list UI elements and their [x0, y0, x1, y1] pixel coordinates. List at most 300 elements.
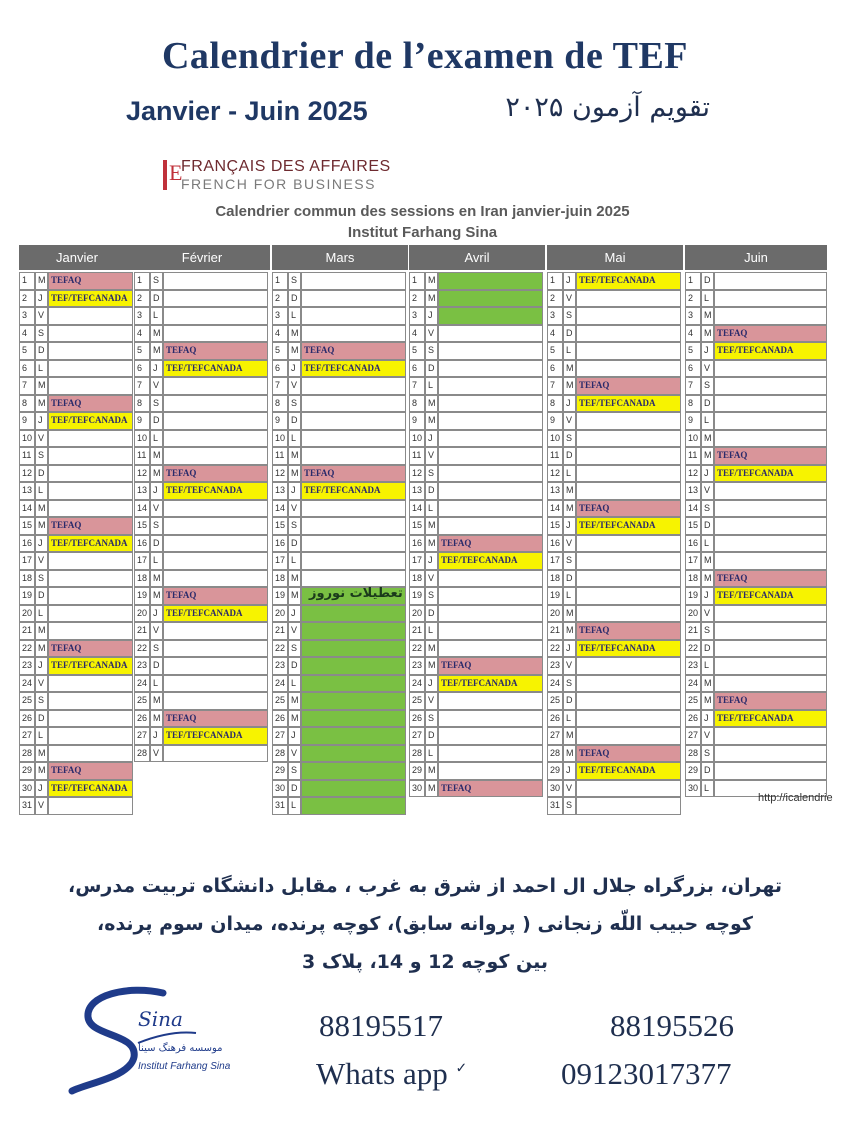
- weekday-letter: V: [35, 307, 48, 325]
- day-number: 30: [272, 780, 288, 798]
- weekday-letter: D: [701, 272, 714, 290]
- day-number: 15: [134, 517, 150, 535]
- day-number: 22: [19, 640, 35, 658]
- session-cell: TEFAQ: [163, 587, 268, 605]
- day-number: 5: [547, 342, 563, 360]
- day-number: 2: [685, 290, 701, 308]
- weekday-letter: L: [288, 675, 301, 693]
- day-number: 5: [272, 342, 288, 360]
- day-number: 14: [272, 500, 288, 518]
- day-number: 7: [19, 377, 35, 395]
- session-cell: TEF/TEFCANADA: [48, 412, 133, 430]
- session-cell: TEFAQ: [438, 535, 543, 553]
- weekday-letter: M: [288, 587, 301, 605]
- session-cell: TEF/TEFCANADA: [714, 710, 827, 728]
- session-cell: [48, 710, 133, 728]
- day-number: 27: [685, 727, 701, 745]
- weekday-letter: S: [35, 325, 48, 343]
- day-number: 5: [19, 342, 35, 360]
- weekday-letter: S: [701, 622, 714, 640]
- day-number: 23: [547, 657, 563, 675]
- day-number: 7: [685, 377, 701, 395]
- session-cell: [163, 570, 268, 588]
- day-number: 21: [685, 622, 701, 640]
- weekday-letter: M: [150, 447, 163, 465]
- weekday-letter: M: [563, 745, 576, 763]
- session-cell: TEF/TEFCANADA: [576, 640, 681, 658]
- session-cell: TEFAQ: [48, 762, 133, 780]
- day-number: 30: [685, 780, 701, 798]
- phone-number-2[interactable]: 88195526: [610, 1008, 734, 1043]
- day-number: 20: [547, 605, 563, 623]
- session-cell: TEFAQ: [576, 500, 681, 518]
- session-cell: [576, 710, 681, 728]
- day-number: 21: [19, 622, 35, 640]
- day-number: 12: [19, 465, 35, 483]
- session-cell: [576, 605, 681, 623]
- session-cell: [438, 727, 543, 745]
- weekday-letter: D: [150, 535, 163, 553]
- session-cell: [438, 762, 543, 780]
- weekday-letter: M: [701, 325, 714, 343]
- session-cell: [714, 552, 827, 570]
- weekday-letter: D: [288, 535, 301, 553]
- weekday-letter: L: [563, 587, 576, 605]
- day-number: 3: [19, 307, 35, 325]
- session-cell: [301, 745, 406, 763]
- weekday-letter: J: [701, 710, 714, 728]
- day-number: 3: [685, 307, 701, 325]
- weekday-letter: D: [563, 570, 576, 588]
- weekday-letter: S: [701, 500, 714, 518]
- session-cell: [714, 307, 827, 325]
- session-cell: TEF/TEFCANADA: [163, 360, 268, 378]
- weekday-letter: M: [35, 762, 48, 780]
- session-cell: [438, 272, 543, 290]
- weekday-letter: V: [35, 797, 48, 815]
- day-number: 25: [272, 692, 288, 710]
- weekday-letter: M: [563, 727, 576, 745]
- day-number: 25: [19, 692, 35, 710]
- day-number: 20: [685, 605, 701, 623]
- calendar-institute: Institut Farhang Sina: [347, 224, 498, 241]
- day-number: 12: [272, 465, 288, 483]
- session-cell: [163, 307, 268, 325]
- day-number: 8: [272, 395, 288, 413]
- session-cell: [714, 727, 827, 745]
- session-cell: TEFAQ: [576, 377, 681, 395]
- session-cell: [714, 272, 827, 290]
- weekday-letter: S: [563, 675, 576, 693]
- session-cell: [163, 430, 268, 448]
- day-number: 24: [547, 675, 563, 693]
- logo-line2: FRENCH FOR BUSINESS: [181, 176, 376, 192]
- weekday-letter: V: [563, 657, 576, 675]
- day-number: 9: [19, 412, 35, 430]
- day-number: 18: [409, 570, 425, 588]
- weekday-letter: M: [150, 342, 163, 360]
- session-cell: [48, 797, 133, 815]
- weekday-letter: S: [425, 465, 438, 483]
- weekday-letter: L: [425, 377, 438, 395]
- exam-calendar: [19, 245, 827, 820]
- day-number: 30: [409, 780, 425, 798]
- day-number: 9: [409, 412, 425, 430]
- session-cell: [576, 657, 681, 675]
- weekday-letter: M: [150, 570, 163, 588]
- session-cell: [301, 290, 406, 308]
- session-cell: [714, 657, 827, 675]
- session-cell: [301, 500, 406, 518]
- session-cell: [438, 360, 543, 378]
- session-cell: [301, 762, 406, 780]
- day-number: 11: [685, 447, 701, 465]
- session-cell: [576, 447, 681, 465]
- day-number: 19: [134, 587, 150, 605]
- weekday-letter: S: [288, 517, 301, 535]
- weekday-letter: D: [150, 412, 163, 430]
- weekday-letter: D: [425, 727, 438, 745]
- day-number: 1: [409, 272, 425, 290]
- day-number: 3: [409, 307, 425, 325]
- session-cell: [301, 657, 406, 675]
- day-number: 20: [134, 605, 150, 623]
- session-cell: [438, 482, 543, 500]
- day-number: 9: [272, 412, 288, 430]
- session-cell: [163, 290, 268, 308]
- session-cell: [438, 517, 543, 535]
- session-cell: [163, 692, 268, 710]
- day-number: 28: [19, 745, 35, 763]
- session-cell: TEF/TEFCANADA: [576, 395, 681, 413]
- day-number: 17: [685, 552, 701, 570]
- weekday-letter: J: [425, 307, 438, 325]
- session-cell: [48, 377, 133, 395]
- session-cell: [48, 605, 133, 623]
- session-cell: [438, 570, 543, 588]
- day-number: 9: [547, 412, 563, 430]
- weekday-letter: M: [701, 692, 714, 710]
- weekday-letter: J: [35, 535, 48, 553]
- weekday-letter: M: [288, 325, 301, 343]
- weekday-letter: M: [35, 622, 48, 640]
- day-number: 2: [19, 290, 35, 308]
- day-number: 17: [134, 552, 150, 570]
- session-cell: [576, 570, 681, 588]
- session-cell: [438, 430, 543, 448]
- day-number: 2: [134, 290, 150, 308]
- session-cell: [438, 640, 543, 658]
- session-cell: [714, 762, 827, 780]
- weekday-letter: V: [288, 377, 301, 395]
- day-number: 1: [272, 272, 288, 290]
- day-number: 18: [272, 570, 288, 588]
- session-cell: [301, 395, 406, 413]
- session-cell: TEF/TEFCANADA: [48, 657, 133, 675]
- day-number: 17: [19, 552, 35, 570]
- day-number: 23: [134, 657, 150, 675]
- noruz-holiday-label: تعطیلات نوروز: [309, 586, 403, 601]
- session-cell: [163, 517, 268, 535]
- session-cell: [576, 360, 681, 378]
- month-header: Mars: [272, 245, 408, 270]
- session-cell: [301, 535, 406, 553]
- session-cell: TEF/TEFCANADA: [163, 482, 268, 500]
- day-number: 21: [409, 622, 425, 640]
- day-number: 28: [409, 745, 425, 763]
- day-number: 4: [547, 325, 563, 343]
- weekday-letter: L: [35, 605, 48, 623]
- logo-mark: E: [169, 160, 183, 185]
- day-number: 12: [547, 465, 563, 483]
- weekday-letter: M: [150, 587, 163, 605]
- session-cell: [48, 727, 133, 745]
- weekday-letter: D: [288, 657, 301, 675]
- weekday-letter: V: [150, 745, 163, 763]
- session-cell: [48, 360, 133, 378]
- day-number: 22: [134, 640, 150, 658]
- session-cell: TEF/TEFCANADA: [48, 535, 133, 553]
- day-number: 10: [409, 430, 425, 448]
- session-cell: [714, 535, 827, 553]
- weekday-letter: L: [150, 307, 163, 325]
- session-cell: [438, 325, 543, 343]
- weekday-letter: V: [425, 447, 438, 465]
- session-cell: [301, 727, 406, 745]
- weekday-letter: D: [563, 325, 576, 343]
- session-cell: TEFAQ: [576, 745, 681, 763]
- session-cell: [714, 395, 827, 413]
- weekday-letter: S: [563, 797, 576, 815]
- weekday-letter: D: [701, 640, 714, 658]
- sina-logo-en: Institut Farhang Sina: [138, 1061, 231, 1072]
- weekday-letter: J: [150, 727, 163, 745]
- session-cell: TEF/TEFCANADA: [301, 360, 406, 378]
- day-number: 10: [134, 430, 150, 448]
- weekday-letter: M: [563, 605, 576, 623]
- day-number: 13: [547, 482, 563, 500]
- session-cell: [576, 412, 681, 430]
- weekday-letter: D: [288, 780, 301, 798]
- weekday-letter: D: [425, 360, 438, 378]
- session-cell: [48, 692, 133, 710]
- session-cell: [48, 342, 133, 360]
- session-cell: TEFAQ: [714, 325, 827, 343]
- day-number: 13: [19, 482, 35, 500]
- logo-bar: [163, 160, 167, 190]
- day-number: 5: [685, 342, 701, 360]
- session-cell: [48, 482, 133, 500]
- session-cell: [576, 552, 681, 570]
- whatsapp-icon: ✓: [455, 1061, 468, 1077]
- weekday-letter: M: [288, 570, 301, 588]
- weekday-letter: V: [150, 500, 163, 518]
- weekday-letter: J: [701, 465, 714, 483]
- session-cell: [438, 622, 543, 640]
- day-number: 10: [685, 430, 701, 448]
- day-number: 23: [409, 657, 425, 675]
- day-number: 24: [685, 675, 701, 693]
- day-number: 24: [409, 675, 425, 693]
- weekday-letter: J: [288, 360, 301, 378]
- month-header: Février: [134, 245, 270, 270]
- day-number: 14: [547, 500, 563, 518]
- session-cell: TEFAQ: [714, 570, 827, 588]
- weekday-letter: D: [701, 762, 714, 780]
- session-cell: [163, 272, 268, 290]
- day-number: 26: [409, 710, 425, 728]
- session-cell: [576, 675, 681, 693]
- day-number: 10: [272, 430, 288, 448]
- day-number: 7: [547, 377, 563, 395]
- weekday-letter: M: [150, 465, 163, 483]
- weekday-letter: L: [563, 465, 576, 483]
- day-number: 16: [19, 535, 35, 553]
- day-number: 17: [547, 552, 563, 570]
- session-cell: [301, 605, 406, 623]
- session-cell: [48, 622, 133, 640]
- day-number: 30: [547, 780, 563, 798]
- day-number: 6: [409, 360, 425, 378]
- session-cell: [163, 325, 268, 343]
- day-number: 11: [134, 447, 150, 465]
- session-cell: [714, 430, 827, 448]
- session-cell: TEF/TEFCANADA: [576, 762, 681, 780]
- day-number: 26: [685, 710, 701, 728]
- session-cell: TEFAQ: [714, 692, 827, 710]
- mobile-number[interactable]: 09123017377: [561, 1056, 732, 1091]
- phone-number-1[interactable]: 88195517: [319, 1008, 443, 1043]
- day-number: 22: [685, 640, 701, 658]
- weekday-letter: M: [425, 640, 438, 658]
- day-number: 15: [547, 517, 563, 535]
- logo-line1: FRANÇAIS DES AFFAIRES: [181, 158, 391, 175]
- day-number: 10: [547, 430, 563, 448]
- session-cell: TEFAQ: [48, 272, 133, 290]
- weekday-letter: M: [701, 675, 714, 693]
- day-number: 16: [685, 535, 701, 553]
- weekday-letter: D: [35, 587, 48, 605]
- day-number: 1: [19, 272, 35, 290]
- day-number: 14: [409, 500, 425, 518]
- day-number: 3: [547, 307, 563, 325]
- weekday-letter: M: [35, 745, 48, 763]
- day-number: 14: [134, 500, 150, 518]
- month-header: Avril: [409, 245, 545, 270]
- weekday-letter: M: [701, 447, 714, 465]
- day-number: 3: [272, 307, 288, 325]
- day-number: 6: [547, 360, 563, 378]
- day-number: 4: [134, 325, 150, 343]
- weekday-letter: M: [35, 395, 48, 413]
- weekday-letter: L: [35, 360, 48, 378]
- weekday-letter: V: [35, 675, 48, 693]
- weekday-letter: D: [425, 482, 438, 500]
- day-number: 19: [547, 587, 563, 605]
- day-number: 1: [685, 272, 701, 290]
- address-line3: بین کوچه 12 و 14، پلاک 3: [301, 951, 549, 973]
- session-cell: [163, 535, 268, 553]
- weekday-letter: V: [701, 727, 714, 745]
- day-number: 29: [19, 762, 35, 780]
- session-cell: [714, 605, 827, 623]
- session-cell: [576, 587, 681, 605]
- day-number: 18: [19, 570, 35, 588]
- session-cell: [301, 325, 406, 343]
- weekday-letter: D: [35, 710, 48, 728]
- weekday-letter: M: [701, 552, 714, 570]
- day-number: 25: [409, 692, 425, 710]
- session-cell: [438, 745, 543, 763]
- weekday-letter: S: [563, 430, 576, 448]
- weekday-letter: V: [35, 430, 48, 448]
- session-cell: TEF/TEFCANADA: [48, 290, 133, 308]
- francais-des-affaires-logo: [163, 156, 393, 194]
- weekday-letter: M: [425, 762, 438, 780]
- day-number: 12: [685, 465, 701, 483]
- session-cell: [48, 570, 133, 588]
- weekday-letter: S: [563, 307, 576, 325]
- session-cell: [163, 447, 268, 465]
- weekday-letter: D: [563, 692, 576, 710]
- day-number: 16: [409, 535, 425, 553]
- session-cell: [714, 412, 827, 430]
- session-cell: TEFAQ: [48, 395, 133, 413]
- weekday-letter: V: [288, 622, 301, 640]
- session-cell: [438, 710, 543, 728]
- session-cell: [48, 500, 133, 518]
- weekday-letter: J: [563, 395, 576, 413]
- session-cell: TEFAQ: [438, 657, 543, 675]
- day-number: 2: [547, 290, 563, 308]
- day-number: 27: [134, 727, 150, 745]
- weekday-letter: M: [563, 360, 576, 378]
- day-number: 14: [685, 500, 701, 518]
- day-number: 9: [685, 412, 701, 430]
- session-cell: [163, 552, 268, 570]
- weekday-letter: M: [563, 500, 576, 518]
- session-cell: [576, 780, 681, 798]
- weekday-letter: L: [563, 710, 576, 728]
- weekday-letter: S: [35, 692, 48, 710]
- day-number: 31: [547, 797, 563, 815]
- weekday-letter: M: [701, 307, 714, 325]
- session-cell: TEFAQ: [48, 640, 133, 658]
- weekday-letter: M: [563, 377, 576, 395]
- day-number: 1: [547, 272, 563, 290]
- weekday-letter: M: [425, 780, 438, 798]
- weekday-letter: S: [701, 745, 714, 763]
- day-number: 8: [409, 395, 425, 413]
- session-cell: TEF/TEFCANADA: [714, 587, 827, 605]
- day-number: 9: [134, 412, 150, 430]
- weekday-letter: D: [701, 395, 714, 413]
- day-number: 16: [547, 535, 563, 553]
- day-number: 21: [547, 622, 563, 640]
- weekday-letter: V: [563, 290, 576, 308]
- weekday-letter: V: [150, 622, 163, 640]
- source-url: http://icalendrie: [758, 792, 833, 804]
- day-number: 11: [547, 447, 563, 465]
- day-number: 7: [134, 377, 150, 395]
- weekday-letter: M: [701, 430, 714, 448]
- weekday-letter: V: [425, 325, 438, 343]
- weekday-letter: J: [35, 657, 48, 675]
- sina-logo-graphic: [68, 985, 253, 1095]
- session-cell: [163, 640, 268, 658]
- weekday-letter: M: [288, 692, 301, 710]
- session-cell: [301, 710, 406, 728]
